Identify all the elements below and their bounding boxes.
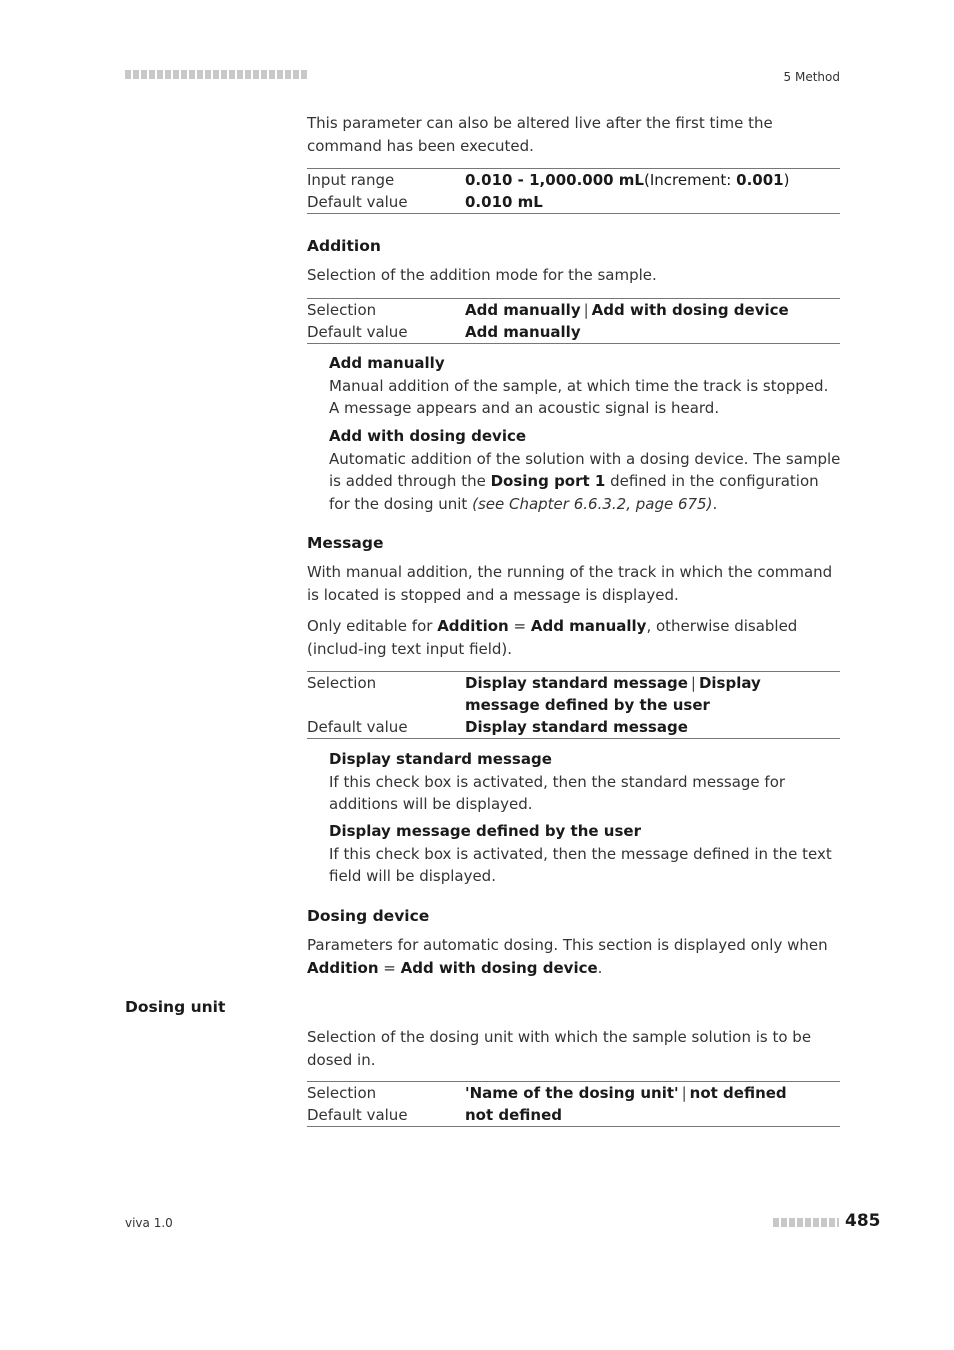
input-range-label: Input range: [307, 171, 395, 189]
display-user-text: If this check box is activated, then the message defined in the text field will be displayed.: [329, 844, 832, 885]
header-section: 5 Method: [783, 70, 840, 84]
addition-description: Selection of the addition mode for the sample.: [307, 266, 657, 284]
dosing-unit-description: Selection of the dosing unit with which the sample solution is to be dosed in.: [307, 1028, 812, 1069]
page-number: 485: [845, 1211, 881, 1231]
display-standard-text: If this check box is activated, then the standard message for additions will be displayed.: [329, 772, 786, 813]
dosing-unit-default-label: Default value: [307, 1106, 408, 1124]
addition-default-label: Default value: [307, 323, 408, 341]
chapter-reference: (see Chapter 6.6.3.2, page 675): [472, 494, 713, 513]
display-standard-entry: [329, 748, 841, 816]
dosing-device-heading: Dosing device: [307, 907, 430, 925]
add-manually-entry: [329, 352, 841, 420]
message-default-value: Display standard message: [465, 718, 688, 736]
volume-parameter-table: [307, 168, 840, 214]
display-standard-title: Display standard message: [329, 750, 552, 768]
dosing-unit-selection-value: 'Name of the dosing unit' | not defined: [465, 1084, 787, 1102]
message-parameter-table: [307, 671, 840, 739]
addition-selection-label: Selection: [307, 301, 377, 319]
intro-paragraph: This parameter can also be altered live after the first time the command has been executed.: [307, 114, 773, 155]
add-with-dosing-title: Add with dosing device: [329, 427, 527, 445]
dosing-unit-heading: Dosing unit: [125, 998, 226, 1016]
dosing-unit-default-value: not defined: [465, 1106, 562, 1124]
add-with-dosing-text: Automatic addition of the solution with a dosing device. The sample is added through the Dosing port 1 defined in the configuration for the dosing unit (see Chapter 6.6.3.2, page 675).: [329, 449, 841, 513]
message-heading: Message: [307, 534, 384, 552]
volume-default-value: 0.010 mL: [465, 193, 543, 211]
addition-heading: Addition: [307, 237, 381, 255]
add-manually-text: Manual addition of the sample, at which time the track is stopped. A message appears and an acoustic signal is heard.: [329, 376, 829, 417]
footer-product: viva 1.0: [125, 1216, 173, 1230]
message-selection-value: Display standard message | Display message defined by the user: [465, 674, 761, 714]
dosing-unit-parameter-table: [307, 1081, 840, 1127]
display-user-entry: [329, 820, 841, 888]
volume-default-label: Default value: [307, 193, 408, 211]
addition-default-value: Add manually: [465, 323, 581, 341]
dosing-unit-selection-label: Selection: [307, 1084, 377, 1102]
add-manually-title: Add manually: [329, 354, 445, 372]
message-description: With manual addition, the running of the track in which the command is located is stopped and a message is displayed.: [307, 563, 833, 604]
header-decoration: [125, 70, 307, 79]
addition-selection-value: Add manually | Add with dosing device: [465, 301, 789, 319]
addition-parameter-table: [307, 298, 840, 344]
message-default-label: Default value: [307, 718, 408, 736]
message-selection-label: Selection: [307, 674, 377, 692]
intro-text: [307, 112, 840, 157]
display-user-title: Display message defined by the user: [329, 822, 641, 840]
message-editable-note: Only editable for Addition = Add manually, otherwise disabled (includ-ing text input field).: [307, 617, 798, 658]
input-range-value: 0.010 - 1,000.000 mL(Increment: 0.001): [465, 171, 790, 189]
footer-decoration: [773, 1218, 839, 1227]
add-with-dosing-entry: [329, 425, 841, 515]
dosing-device-text: Parameters for automatic dosing. This section is displayed only when Addition = Add with dosing device.: [307, 936, 828, 977]
